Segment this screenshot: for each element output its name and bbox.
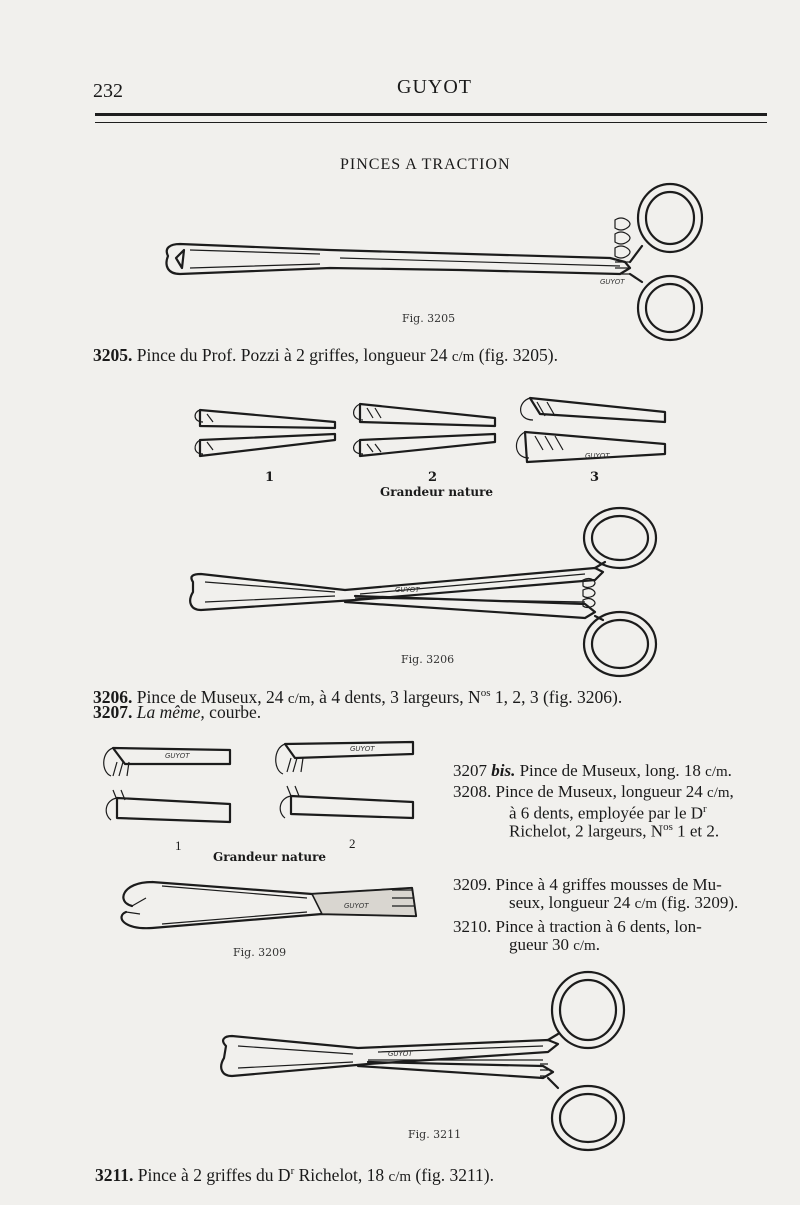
- scale-note: Grandeur nature: [380, 485, 494, 499]
- item-text: Pince de Museux, 24: [136, 686, 288, 707]
- item-text: Pince à 4 griffes mousses de Mu-: [495, 875, 722, 894]
- item-text: ,: [729, 782, 734, 801]
- item-3210: [453, 918, 702, 935]
- item-text: Pince de Museux, longueur 24: [495, 782, 708, 801]
- engraving-mark: GUYOT: [350, 745, 375, 753]
- item-number: 3207.: [93, 702, 133, 722]
- engraving-mark: GUYOT: [344, 902, 369, 910]
- item-3207bis: [453, 762, 732, 781]
- item-3209-line2: [509, 894, 738, 913]
- forceps-3209-illustration: [112, 872, 422, 942]
- unit-symbol: c/m: [707, 785, 730, 801]
- running-title: GUYOT: [397, 76, 472, 98]
- item-number: 3211.: [95, 1164, 134, 1185]
- section-title: PINCES A TRACTION: [340, 156, 511, 173]
- item-text: 1, 2, 3 (fig. 3206).: [490, 686, 623, 707]
- engraving-mark: GUYOT: [165, 752, 190, 760]
- item-number: 3208.: [453, 782, 492, 801]
- item-text: Pince à traction à 6 dents, lon-: [495, 917, 702, 936]
- item-3209: [453, 876, 722, 893]
- superscript: os: [663, 821, 673, 833]
- header-rule-thick: [95, 113, 767, 116]
- item-bis: bis.: [491, 761, 516, 780]
- item-text: gueur 30: [509, 935, 574, 954]
- item-3208: [453, 783, 734, 802]
- figure-caption: Fig. 3205: [402, 312, 456, 325]
- tip-label-2: 2: [428, 470, 438, 485]
- figure-caption: Fig. 3206: [401, 653, 455, 666]
- item-text: Pince de Museux, long. 18: [515, 761, 706, 780]
- curved-tips-illustration: [95, 738, 425, 838]
- engraving-mark: GUYOT: [600, 278, 625, 286]
- tip-label-1: 1: [265, 470, 275, 485]
- item-text: (fig. 3211).: [411, 1164, 494, 1185]
- item-number: 3206.: [93, 686, 133, 707]
- engraving-mark: GUYOT: [395, 586, 420, 594]
- tip-label-2: 2: [349, 836, 356, 851]
- item-number: 3207: [453, 761, 487, 780]
- item-3208-line3: [509, 819, 719, 840]
- engraving-mark: GUYOT: [388, 1050, 413, 1058]
- item-text: , à 4 dents, 3 largeurs, N: [310, 686, 481, 707]
- item-italic: La même,: [136, 702, 205, 722]
- item-ref: (fig. 3205).: [474, 345, 558, 365]
- header-rule-thin: [95, 122, 767, 123]
- unit-symbol: c/m: [573, 938, 596, 954]
- superscript: r: [290, 1165, 295, 1177]
- item-text: 1 et 2.: [672, 821, 720, 841]
- engraving-mark: GUYOT: [585, 452, 610, 460]
- item-text: .: [727, 761, 732, 780]
- tip-label-3: 3: [590, 470, 600, 485]
- item-text: à 6 dents, employée par le D: [509, 803, 704, 823]
- figure-caption: Fig. 3209: [233, 946, 287, 959]
- item-3205: [93, 346, 558, 366]
- item-3211: [95, 1162, 494, 1186]
- item-text: Pince du Prof. Pozzi à 2 griffes, longueur 24: [136, 345, 452, 365]
- superscript: os: [480, 687, 491, 699]
- superscript: r: [703, 803, 707, 815]
- page-number: 232: [93, 80, 123, 102]
- item-text: Pince à 2 griffes du D: [137, 1164, 291, 1185]
- item-text: (fig. 3209).: [657, 893, 739, 912]
- unit-symbol: c/m: [287, 690, 311, 707]
- figure-caption: Fig. 3211: [408, 1128, 462, 1141]
- item-text: Richelot, 18: [294, 1164, 389, 1185]
- item-text: courbe.: [204, 702, 262, 722]
- unit-symbol: c/m: [388, 1168, 412, 1185]
- item-text: Richelot, 2 largeurs, N: [509, 821, 664, 841]
- scale-note: Grandeur nature: [213, 850, 327, 864]
- unit-symbol: c/m: [705, 764, 728, 780]
- tips-size-illustration: [195, 392, 675, 472]
- item-number: 3205.: [93, 345, 133, 365]
- item-text: .: [595, 935, 600, 954]
- unit-symbol: c/m: [634, 896, 658, 912]
- item-number: 3210.: [453, 917, 492, 936]
- item-3207: [93, 703, 261, 721]
- unit-symbol: c/m: [451, 349, 475, 365]
- tip-label-1: 1: [175, 838, 182, 853]
- item-text: seux, longueur 24: [509, 893, 635, 912]
- item-3210-line2: [509, 936, 600, 955]
- item-number: 3209.: [453, 875, 492, 894]
